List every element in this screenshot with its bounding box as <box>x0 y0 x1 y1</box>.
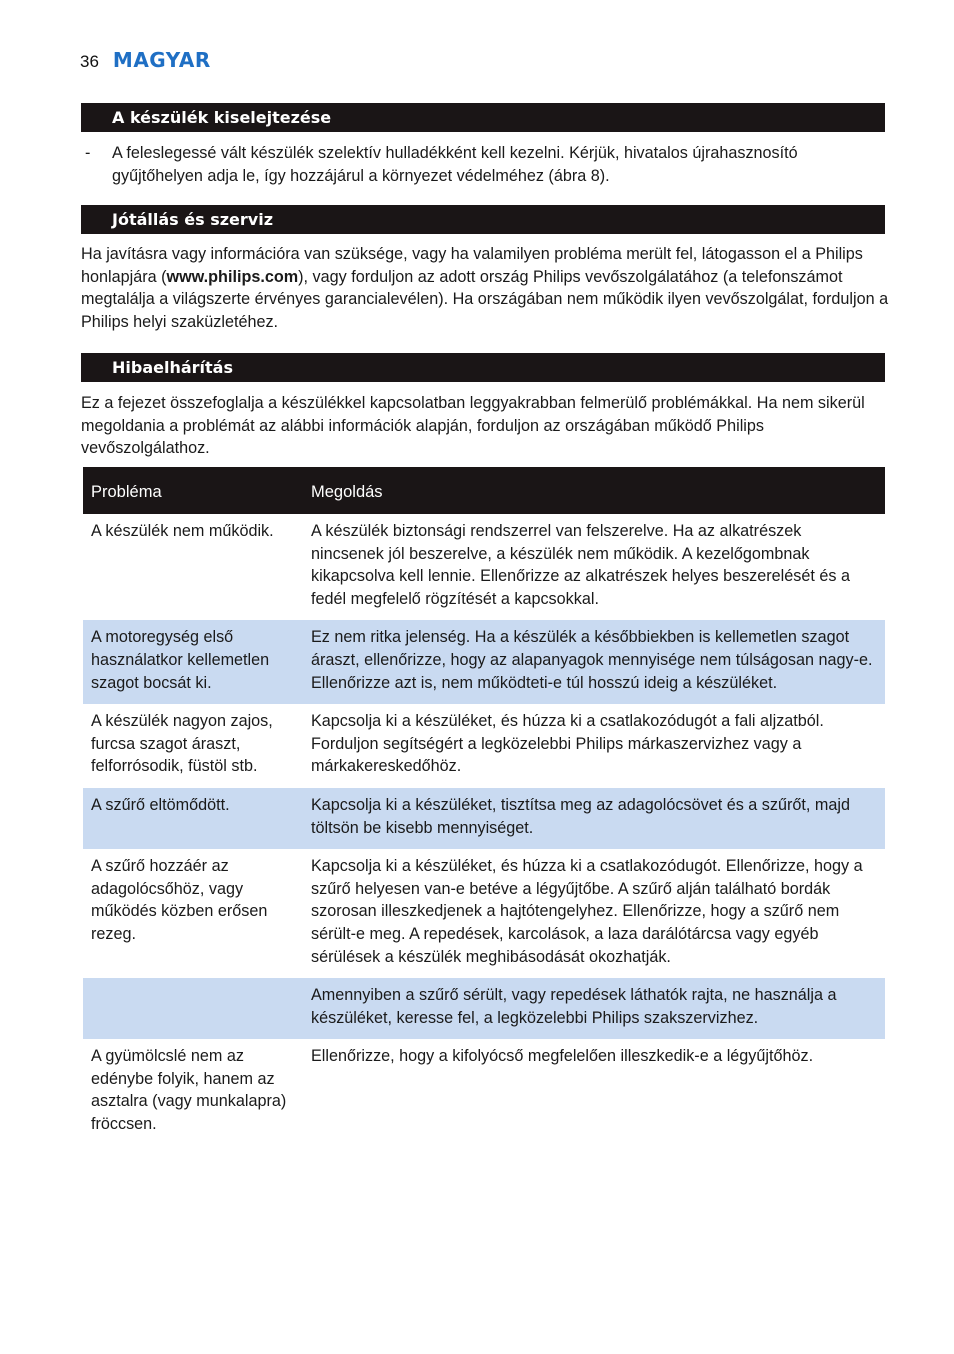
list-dash: - <box>85 144 91 162</box>
problem-cell: A készülék nem működik. <box>91 522 274 540</box>
problem-cell <box>83 978 303 1039</box>
table-row <box>83 849 885 978</box>
problem-cell: A motoregység első használatkor kellemetlen szagot bocsát ki. <box>83 620 303 704</box>
problem-cell: A szűrő hozzáér az adagolócsőhöz, vagy működés közben erősen rezeg. <box>91 857 268 943</box>
table-row <box>83 788 885 849</box>
table-row <box>83 514 885 620</box>
solution-cell: Ez nem ritka jelenség. Ha a készülék a későbbiekben is kellemetlen szagot áraszt, ellenőrizze, hogy az alapanyagok mennyisége nem túlságosan nagy-e. Ellenőrizze azt is, nem működteti-e túl hosszú ideig a készüléket. <box>303 620 885 704</box>
solution-cell: Kapcsolja ki a készüléket, és húzza ki a csatlakozódugót a fali aljzatból. Forduljon segítségért a legközelebbi Philips márkaszervizhez vagy a márkakereskedőhöz. <box>311 712 824 776</box>
warranty-text-after: ), vagy forduljon az adott ország Philips vevőszolgálatához (a telefonszámot megtalálja a világszerte érvényes garancialevélen). Ha országában nem működik ilyen vevőszolgálat, forduljon a Philips helyi szaküzletéhez. <box>81 267 889 331</box>
troubleshooting-table <box>83 467 885 1146</box>
solution-cell: Kapcsolja ki a készüléket, tisztítsa meg az adagolócsövet és a szűrőt, majd töltsön be kisebb mennyiséget. <box>303 788 885 849</box>
warranty-text-before: Ha javításra vagy információra van szüksége, vagy ha valamilyen probléma merült fel, látogasson el a Philips honlapjára ( <box>81 245 863 286</box>
section-title-warranty: Jótállás és szerviz <box>81 205 885 234</box>
problem-cell: A készülék nagyon zajos, furcsa szagot áraszt, felforrósodik, füstöl stb. <box>91 712 273 776</box>
solution-cell: Amennyiben a szűrő sérült, vagy repedések láthatók rajta, ne használja a készüléket, keresse fel, a legközelebbi Philips szakszervizhez. <box>303 978 885 1039</box>
table-row <box>83 704 885 788</box>
solution-cell: A készülék biztonsági rendszerrel van felszerelve. Ha az alkatrészek nincsenek jól beszerelve, a készülék nem működik. A kezelőgombnak kikapcsolva kell lennie. Ellenőrizze az alkatrészek helyes beszerelését és a fedél megfelelő rögzítését a kapcsokkal. <box>311 522 850 608</box>
section-title-disposal: A készülék kiselejtezése <box>81 103 885 132</box>
solution-cell: Ellenőrizze, hogy a kifolyócső megfelelően illeszkedik-e a légyűjtőhöz. <box>311 1047 814 1066</box>
problem-cell: A szűrő eltömődött. <box>83 788 303 849</box>
table-row <box>83 978 885 1039</box>
header-problem: Probléma <box>83 467 303 514</box>
solution-cell: Kapcsolja ki a készüléket, és húzza ki a csatlakozódugót. Ellenőrizze, hogy a szűrő helyesen van-e betéve a légyűjtőbe. A szűrő alján található bordák szorosan illeszkedjenek a hajtótengelyhez. Ellenőrizze, hogy a szűrő nem sérült-e meg. A repedések, karcolások, a laza darálótárcsa vagy egyéb sérülések a készülék meghibásodását okozhatják. <box>311 857 863 966</box>
disposal-text: A feleslegessé vált készülék szelektív hulladékként kell kezelni. Kérjük, hivatalos újrahasznosító gyűjtőhelyen adja le, így hozzájárul a környezet védelméhez (ábra 8). <box>112 144 798 185</box>
table-row <box>83 620 885 704</box>
table-row <box>83 1039 885 1145</box>
philips-link[interactable]: www.philips.com <box>166 267 299 286</box>
troubleshooting-intro: Ez a fejezet összefoglalja a készülékkel kapcsolatban leggyakrabban felmerülő problémákkal. Ha nem sikerül megoldania a problémát az alábbi információk alapján, forduljon az országában működő Philips vevőszolgálathoz. <box>81 394 865 458</box>
page-header <box>80 48 211 72</box>
section-title-troubleshooting: Hibaelhárítás <box>81 353 885 382</box>
language-title: MAGYAR <box>112 48 211 72</box>
warranty-paragraph <box>81 243 889 333</box>
table-header-row <box>83 467 885 514</box>
disposal-list-item <box>81 142 889 187</box>
problem-cell: A gyümölcslé nem az edénybe folyik, hanem az asztalra (vagy munkalapra) fröccsen. <box>91 1047 287 1134</box>
header-solution: Megoldás <box>303 467 885 514</box>
page-number: 36 <box>80 52 99 71</box>
